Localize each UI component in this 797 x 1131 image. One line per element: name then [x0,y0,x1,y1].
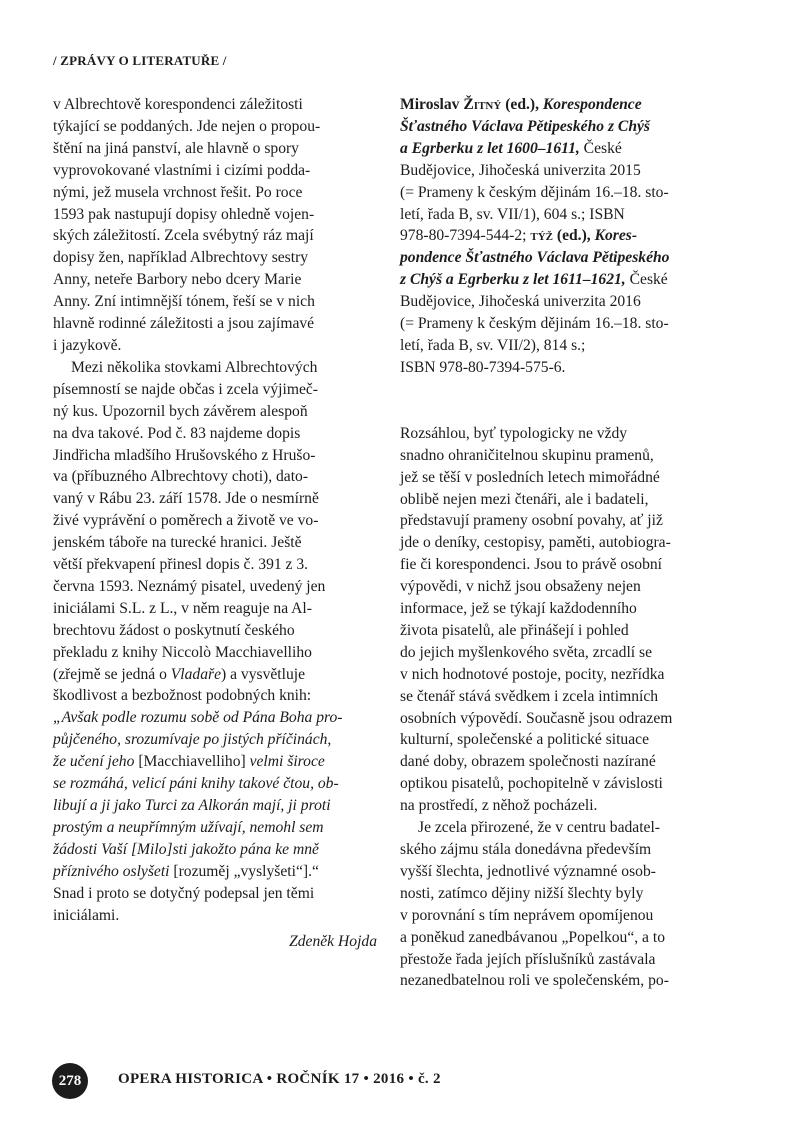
text-line: Snad i proto se dotyčný podepsal jen těmi [53,884,315,902]
text-line: ný kus. Upozornil bych závěrem alespoň [53,402,308,420]
quote-line: „Avšak podle rozumu sobě od Pána Boha pro- [53,709,343,727]
quote-line: se rozmáhá, velicí páni knihy takové čtou, ob- [53,775,339,793]
section-header: / ZPRÁVY O LITERATUŘE / [53,53,227,68]
text-line: překladu z knihy Niccolò Macchiavelliho [53,643,312,661]
text-line: do jejich myšlenkového světa, zrcadlí se [400,643,653,661]
citation-line: letí, řada B, sv. VII/2), 814 s.; [400,336,586,354]
text-line: v porovnání s tím neprávem opomíjenou [400,906,654,924]
text-line: vyšší šlechta, jednotlivé významné osob- [400,862,656,880]
citation-line [400,225,720,247]
text-line: jež se těší v posledních letech mimořádné [400,468,660,486]
citation-place: České [625,271,668,289]
citation-line: Budějovice, Jihočeská univerzita 2015 [400,161,641,179]
text-line: živé vyprávění o poměrech a životě ve vo- [53,512,319,530]
text-line: snadno ohraničitelnou skupinu pramenů, [400,446,654,464]
text-fragment: (zřejmě se jedná o [53,665,171,683]
text-line: štění na jiná panství, ale hlavně o spory [53,139,299,157]
page-number: 278 [58,1072,82,1089]
text-line: se čtenář stává svědkem i zcela intimních [400,687,659,705]
author-first: Miroslav [400,96,464,113]
text-line: na dva takové. Pod č. 83 najdeme dopis [53,424,301,442]
citation-line: Budějovice, Jihočeská univerzita 2016 [400,293,641,311]
text-line: představují prameny osobní povahy, ať již [400,512,663,530]
book-title: Vladaře [170,665,222,683]
citation-title: a Egrberku z let 1600–1611, [400,139,580,157]
editorial-insert: [rozuměj „vyslyšeti“].“ [173,862,319,880]
spacer [400,379,720,401]
text-line: osobních výpovědí. Současně jsou odrazem [400,709,673,727]
editor-mark: (ed.), [553,227,595,245]
quote-line [53,861,383,883]
spacer [400,401,720,423]
text-line: Je zcela přirozené, že v centru badatel- [418,819,660,837]
text-line: jde o deníky, cestopisy, paměti, autobiogra- [400,534,671,552]
text-fragment: velmi široce [245,753,325,771]
text-line: Jindřicha mladšího Hrušovského z Hrušo- [53,446,316,464]
text-line: Rozsáhlou, byť typologicky ne vždy [400,424,628,442]
text-line: ského zájmu stála donedávna především [400,841,652,858]
text-line: hlavně rodinné záležitosti a jsou zajímavé [53,315,315,333]
text-line: přestože řada jejích příslušníků zastávala [400,950,656,968]
text-line: iniciálami S.L. z L., v něm reaguje na Al- [53,599,312,617]
citation-line: (= Prameny k českým dějinám 16.–18. sto- [400,315,669,333]
text-line: nezanedbatelnou roli ve společenském, po- [400,972,669,990]
quote-line [53,751,383,773]
text-line: větší překvapení přinesl dopis č. 391 z 3. [53,556,309,574]
text-line: vyprovokované vlastními i cizími podda- [53,161,311,179]
text-line: výpovědi, v nichž jsou obsaženy nejen [400,578,641,596]
journal-footer: OPERA HISTORICA • ROČNÍK 17 • 2016 • č. 2 [118,1071,441,1087]
text-line: nými, jež musela vrchnost řešit. Po roce [53,183,303,201]
text-line: června 1593. Neznámý pisatel, uvedený jen [53,577,326,595]
text-line: a poněkud zanedbávanou „Popelkou“, a to [400,928,666,946]
text-line: oblibě nejen mezi čtenáři, ale i badateli, [400,490,649,508]
text-line: ských záležitostí. Zcela svébytný ráz mají [53,227,314,245]
author-last: týž [530,227,553,245]
book-citation [400,94,720,379]
citation-line [400,269,720,291]
text-line: i jazykově. [53,336,122,354]
text-line: informace, jež se týkají každodenního [400,600,637,618]
text-line [53,664,383,686]
citation-title: Šťastného Václava Pětipeského z Chýš [400,117,650,135]
left-column [53,94,383,953]
right-column [400,94,720,992]
text-line: v Albrechtově korespondenci záležitosti [53,96,303,113]
editor-mark: (ed.), [501,96,543,113]
citation-line: ISBN 978-80-7394-575-6. [400,358,566,376]
citation-title: Korespondence [542,96,642,113]
text-line: Anny. Zní intimnější tónem, řeší se v nich [53,293,315,311]
text-line: dopisy žen, například Albrechtovy sestry [53,249,309,267]
text-line: fie či korespondenci. Jsou to právě osobní [400,556,663,574]
text-line: nosti, zatímco dějiny nižší šlechty byly [400,884,644,902]
author-last: Žitný [463,96,502,113]
citation-title: pondence Šťastného Václava Pětipeského [400,249,670,267]
text-line: vaný v Rábu 23. září 1578. Jde o nesmírně [53,490,319,508]
quote-line: žádosti Vaší [Milo]sti jakožto pána ke mně [53,840,319,858]
text-fragment: příznivého oslyšeti [53,862,174,880]
text-line: 1593 pak nastupují dopisy ohledně vojen- [53,205,315,223]
text-line: písemností se najde občas i zcela výjimeč- [53,380,319,398]
text-line: kulturní, společenské a politické situace [400,731,649,749]
text-line: Anny, neteře Barbory nebo dcery Marie [53,271,302,289]
citation-line: (= Prameny k českým dějinám 16.–18. sto- [400,183,669,201]
citation-place: České [579,139,622,157]
citation-line: letí, řada B, sv. VII/1), 604 s.; ISBN [400,205,625,223]
isbn-text: 978-80-7394-544-2; [400,227,531,245]
quote-line: libují a ji jako Turci za Alkorán mají, ji proti [53,797,331,814]
citation-title: Kores- [594,227,638,245]
citation-title: z Chýš a Egrberku z let 1611–1621, [400,271,626,289]
text-line: iniciálami. [53,906,120,924]
author-signature: Zdeněk Hojda [289,933,377,951]
text-line: optikou pisatelů, pochopitelně v závislosti [400,775,663,793]
text-line: na prostředí, z něhož pocházeli. [400,797,598,815]
page-number-badge [52,1063,88,1099]
text-line: v nich hodnotové postoje, pocity, nezřídka [400,665,665,683]
text-line: jenském táboře na turecké hranici. Ještě [53,534,302,552]
citation-line [400,138,720,160]
text-fragment: že učení jeho [53,753,139,771]
text-line: týkající se poddaných. Jde nejen o propou- [53,117,321,135]
text-line: škodlivost a bezbožnost podobných knih: [53,687,312,705]
quote-line: prostým a neupřímným užívají, nemohl sem [53,818,324,836]
quote-line: půjčeného, srozumívaje po jistých příčinách, [53,731,332,749]
text-line: dané doby, obrazem společnosti nazírané [400,753,656,771]
editorial-insert: [Macchiavelliho] [138,753,246,771]
text-line: brechtovu žádost o poskytnutí českého [53,621,295,639]
text-line: Mezi několika stovkami Albrechtových [71,358,318,376]
citation-line [400,94,720,116]
text-line: života pisatelů, ale přinášejí i pohled [400,621,629,639]
text-fragment: ) a vysvětluje [221,665,306,683]
text-line: va (příbuzného Albrechtovy choti), dato- [53,468,309,486]
